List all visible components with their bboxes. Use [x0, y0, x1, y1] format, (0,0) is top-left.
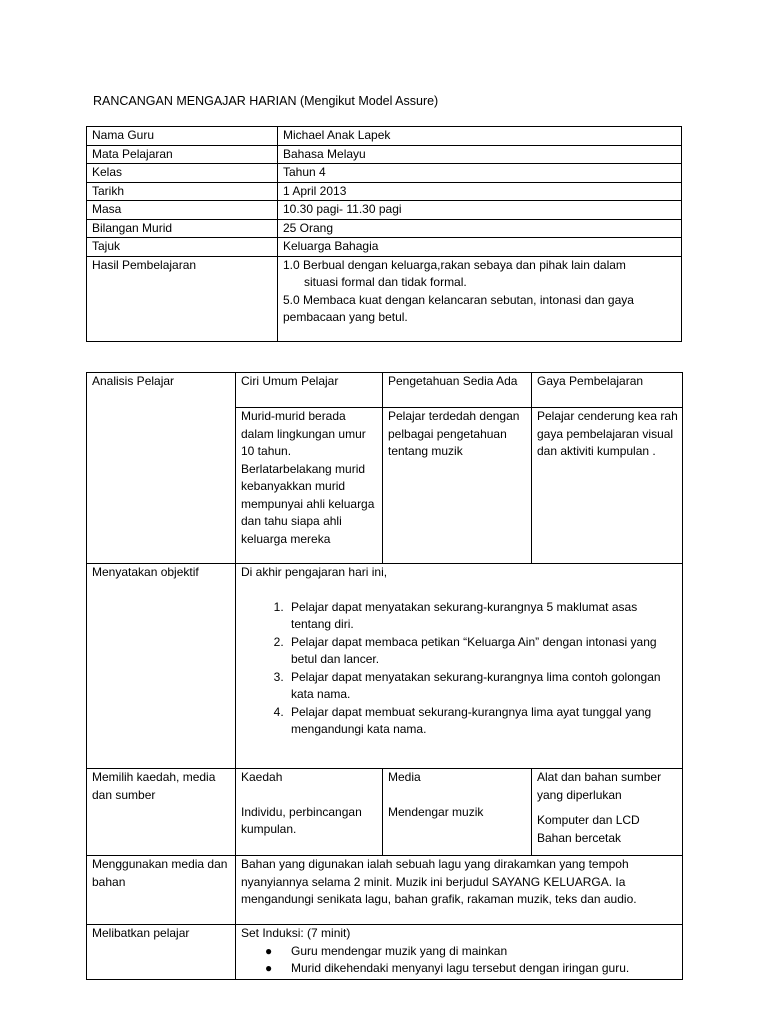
table-row — [87, 164, 682, 183]
media-header: Media — [388, 770, 421, 784]
table-row — [87, 925, 683, 980]
table-row — [87, 145, 682, 164]
set-induksi-heading: Set Induksi: (7 minit) — [241, 926, 351, 940]
masa-label: Masa — [87, 201, 278, 220]
table-row — [87, 564, 683, 769]
kaedah-cell — [236, 769, 383, 856]
pengetahuan-sedia-ada-header: Pengetahuan Sedia Ada — [383, 373, 532, 408]
bilangan-murid-label: Bilangan Murid — [87, 219, 278, 238]
list-item: 1. Pelajar dapat menyatakan sekurang-kurangnya 5 maklumat asas tentang diri. — [287, 599, 678, 634]
hasil-pembelajaran-value — [278, 256, 682, 341]
kaedah-header: Kaedah — [241, 770, 283, 784]
hasil-item-2-line1: 5.0 Membaca kuat dengan kelancaran sebutan, intonasi dan gaya — [283, 292, 634, 307]
gaya-pembelajaran-text: Pelajar cenderung kea rah gaya pembelajaran visual dan aktiviti kumpulan . — [532, 408, 683, 564]
gaya-pembelajaran-header: Gaya Pembelajaran — [532, 373, 683, 408]
alat-header: Alat dan bahan sumber yang diperlukan — [537, 770, 662, 802]
objektif-intro: Di akhir pengajaran hari ini, — [241, 565, 388, 579]
table-row — [87, 373, 683, 408]
induksi-list — [241, 943, 678, 978]
nama-guru-label: Nama Guru — [87, 127, 278, 146]
table-row — [87, 769, 683, 856]
table-row — [87, 856, 683, 925]
hasil-item-1-line2: situasi formal dan tidak formal. — [304, 275, 467, 289]
plan-table — [86, 372, 683, 980]
table-row — [87, 127, 682, 146]
pengetahuan-sedia-ada-text: Pelajar terdedah dengan pelbagai pengetahuan tentang muzik — [383, 408, 532, 564]
list-item — [265, 960, 678, 978]
media-text: Mendengar muzik — [388, 804, 484, 819]
alat-cell — [532, 769, 683, 856]
induksi-item-text: Murid dikehendaki menyanyi lagu tersebut dengan iringan guru. — [291, 961, 630, 975]
melibatkan-pelajar-content — [236, 925, 683, 980]
table-row — [87, 219, 682, 238]
hasil-item-1-line1: 1.0 Berbual dengan keluarga,rakan sebaya dan pihak lain dalam — [283, 257, 626, 272]
kelas-label: Kelas — [87, 164, 278, 183]
mata-pelajaran-label: Mata Pelajaran — [87, 145, 278, 164]
induksi-item-text: Guru mendengar muzik yang di mainkan — [291, 943, 508, 958]
tarikh-label: Tarikh — [87, 182, 278, 201]
analisis-pelajar-label: Analisis Pelajar — [87, 373, 236, 564]
objektif-content — [236, 564, 683, 769]
table-row — [87, 182, 682, 201]
ciri-umum-header: Ciri Umum Pelajar — [236, 373, 383, 408]
list-item: 3. Pelajar dapat menyatakan sekurang-kurangnya lima contoh golongan kata nama. — [287, 669, 678, 704]
media-cell — [383, 769, 532, 856]
tajuk-label: Tajuk — [87, 238, 278, 257]
menggunakan-media-text: Bahan yang digunakan ialah sebuah lagu yang dirakamkan yang tempoh nyanyiannya selama 2 minit. Muzik ini berjudul SAYANG KELUARGA. Ia mengandungi senikata lagu, bahan grafik, rakaman muzik, teks dan audio. — [236, 856, 683, 925]
masa-value: 10.30 pagi- 11.30 pagi — [278, 201, 682, 220]
table-row — [87, 256, 682, 341]
memilih-kaedah-label: Memilih kaedah, media dan sumber — [87, 769, 236, 856]
mata-pelajaran-value: Bahasa Melayu — [278, 145, 682, 164]
objektif-list — [241, 599, 678, 739]
tajuk-value: Keluarga Bahagia — [278, 238, 682, 257]
hasil-item-2-line2: pembacaan yang betul. — [283, 310, 408, 324]
list-item — [265, 943, 678, 961]
table-row — [87, 201, 682, 220]
kelas-value: Tahun 4 — [278, 164, 682, 183]
kaedah-text: Individu, perbincangan kumpulan. — [241, 804, 362, 836]
table-row — [87, 238, 682, 257]
list-item: 2. Pelajar dapat membaca petikan “Keluarga Ain” dengan intonasi yang betul dan lancer. — [287, 634, 678, 669]
alat-item: Komputer dan LCD — [537, 813, 640, 827]
melibatkan-pelajar-label: Melibatkan pelajar — [87, 925, 236, 980]
list-item: 4. Pelajar dapat membuat sekurang-kurangnya lima ayat tunggal yang mengandungi kata nama. — [287, 704, 678, 739]
hasil-pembelajaran-label: Hasil Pembelajaran — [87, 256, 278, 341]
nama-guru-value: Michael Anak Lapek — [278, 127, 682, 146]
ciri-umum-text: Murid-murid berada dalam lingkungan umur 10 tahun. Berlatarbelakang murid kebanyakkan murid mempunyai ahli keluarga dan tahu siapa ahli keluarga mereka — [236, 408, 383, 564]
menyatakan-objektif-label: Menyatakan objektif — [87, 564, 236, 769]
page-title: RANCANGAN MENGAJAR HARIAN (Mengikut Model Assure) — [93, 94, 439, 108]
alat-item: Bahan bercetak — [537, 830, 622, 845]
info-table — [86, 126, 682, 342]
tarikh-value: 1 April 2013 — [278, 182, 682, 201]
menggunakan-media-label: Menggunakan media dan bahan — [87, 856, 236, 925]
bullet-icon: ● — [265, 943, 273, 958]
bilangan-murid-value: 25 Orang — [278, 219, 682, 238]
bullet-icon: ● — [265, 961, 273, 975]
